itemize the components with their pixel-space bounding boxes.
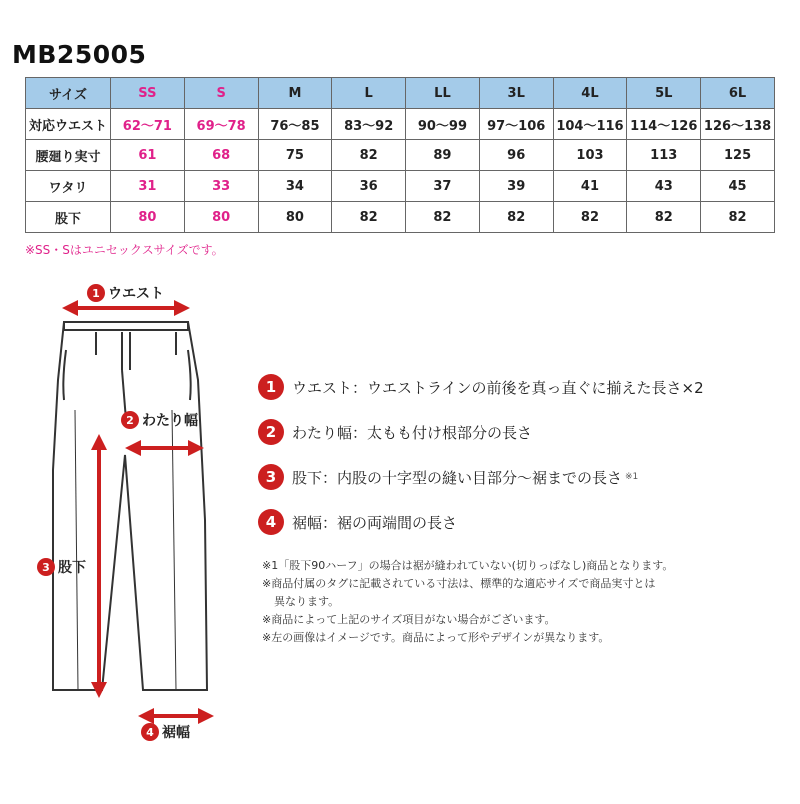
pants-diagram [0,270,260,800]
table-row-inseam [26,202,775,233]
callout-hem [141,722,190,742]
table-cell: 61 [111,140,185,171]
pants-illustration [0,270,260,800]
table-cell: 39 [479,171,553,202]
table-cell: 82 [332,202,406,233]
number-badge: 4 [258,509,284,535]
callout-inseam [37,557,86,577]
table-cell: 41 [553,171,627,202]
callout-waist [87,283,164,303]
table-cell: 82 [627,202,701,233]
size-table-header-row [26,78,775,109]
header-cell-3l: 3L [479,78,553,109]
definition-text: 股下：内股の十字型の縫い目部分〜裾までの長さ [292,468,623,487]
note-line: ※1「股下90ハーフ」の場合は裾が縫われていない(切りっぱなし)商品となります。 [262,559,674,572]
header-cell-ll: LL [406,78,480,109]
note-line: 異なります。 [274,595,340,608]
row-label: 腰廻り実寸 [26,140,111,171]
table-cell: 80 [258,202,332,233]
header-cell-size: サイズ [26,78,111,109]
table-cell: 82 [332,140,406,171]
table-row-waist [26,109,775,140]
table-cell: 82 [553,202,627,233]
table-cell: 34 [258,171,332,202]
note-line: ※商品によって上記のサイズ項目がない場合がございます。 [262,613,556,626]
note-line: ※左の画像はイメージです。商品によって形やデザインが異なります。 [262,631,610,644]
unisex-note: ※SS・Sはユニセックスサイズです。 [25,243,224,257]
table-cell: 104〜116 [553,109,627,140]
callout-label: ウエスト [108,286,164,302]
table-cell: 31 [111,171,185,202]
model-number: MB25005 [12,40,147,69]
definition-text: 裾幅：裾の両端間の長さ [292,513,458,532]
number-badge: 3 [37,558,55,576]
definition-item [258,372,704,402]
definition-text: わたり幅：太もも付け根部分の長さ [292,423,533,442]
table-row-hip [26,140,775,171]
callout-label: 股下 [58,560,86,576]
table-cell: 113 [627,140,701,171]
header-cell-l: L [332,78,406,109]
table-cell: 68 [184,140,258,171]
table-cell: 69〜78 [184,109,258,140]
row-label: ワタリ [26,171,111,202]
header-cell-6l: 6L [701,78,775,109]
table-cell: 37 [406,171,480,202]
table-cell: 76〜85 [258,109,332,140]
row-label: 股下 [26,202,111,233]
table-cell: 97〜106 [479,109,553,140]
header-cell-4l: 4L [553,78,627,109]
number-badge: 2 [121,411,139,429]
definition-item [258,462,704,492]
table-cell: 80 [184,202,258,233]
header-cell-m: M [258,78,332,109]
header-cell-5l: 5L [627,78,701,109]
table-cell: 82 [406,202,480,233]
table-cell: 89 [406,140,480,171]
footnote-ref: ※1 [625,472,639,482]
callout-thigh [121,410,198,430]
table-cell: 103 [553,140,627,171]
measurement-definitions [258,372,704,552]
table-cell: 62〜71 [111,109,185,140]
table-cell: 36 [332,171,406,202]
number-badge: 1 [87,284,105,302]
table-cell: 43 [627,171,701,202]
callout-label: 裾幅 [162,725,190,741]
definition-item [258,507,704,537]
note-line: ※商品付属のタグに記載されている寸法は、標準的な適応サイズで商品実寸とは [262,577,656,590]
table-cell: 90〜99 [406,109,480,140]
number-badge: 4 [141,723,159,741]
table-cell: 125 [701,140,775,171]
table-cell: 82 [479,202,553,233]
notes-block [262,557,673,647]
definition-text: ウエスト：ウエストラインの前後を真っ直ぐに揃えた長さ×2 [292,378,704,397]
table-cell: 75 [258,140,332,171]
table-cell: 114〜126 [627,109,701,140]
header-cell-s: S [184,78,258,109]
definition-item [258,417,704,447]
row-label: 対応ウエスト [26,109,111,140]
table-cell: 33 [184,171,258,202]
number-badge: 3 [258,464,284,490]
callout-label: わたり幅 [142,413,198,429]
table-cell: 82 [701,202,775,233]
size-table [25,77,775,233]
table-cell: 83〜92 [332,109,406,140]
table-cell: 80 [111,202,185,233]
table-row-thigh [26,171,775,202]
table-cell: 45 [701,171,775,202]
table-cell: 96 [479,140,553,171]
table-cell: 126〜138 [701,109,775,140]
number-badge: 2 [258,419,284,445]
header-cell-ss: SS [111,78,185,109]
number-badge: 1 [258,374,284,400]
